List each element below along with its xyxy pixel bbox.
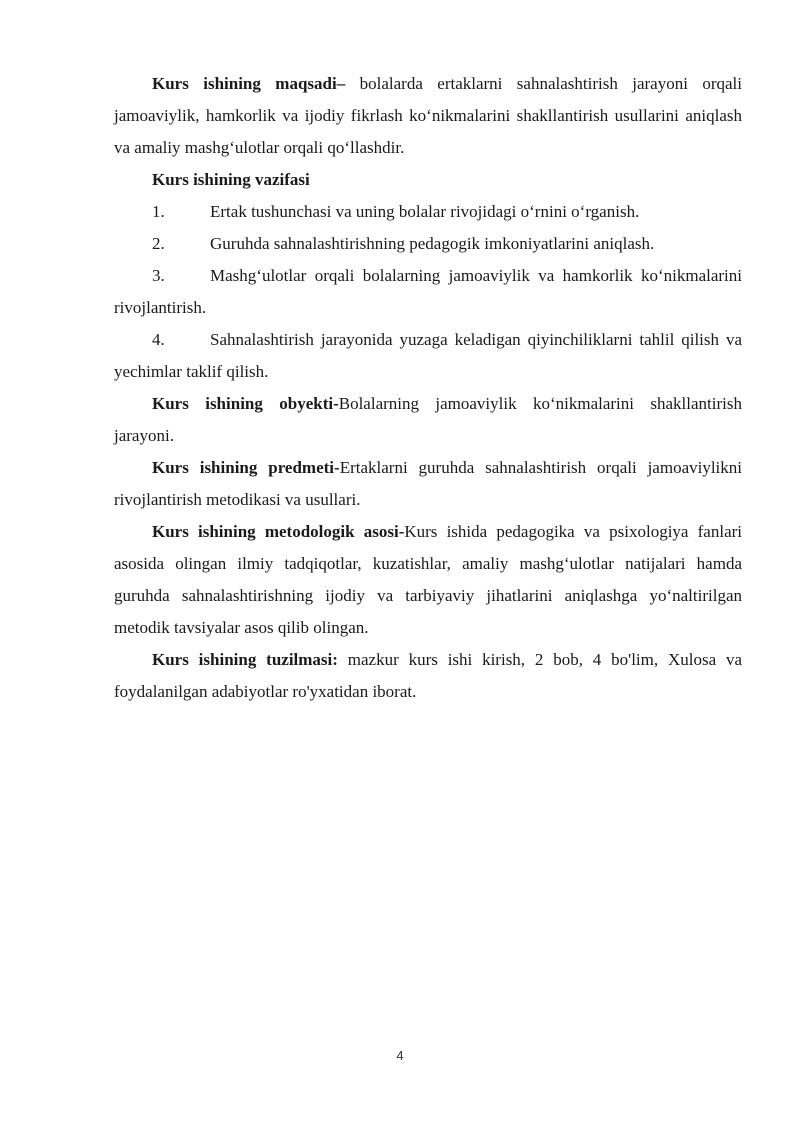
object-label: Kurs ishining obyekti- xyxy=(152,394,339,413)
subject-paragraph xyxy=(114,452,742,516)
structure-label: Kurs ishining tuzilmasi: xyxy=(152,650,338,669)
methodology-paragraph xyxy=(114,516,742,644)
task-number-2: 2. xyxy=(152,234,165,253)
task-text-3: Mashg‘ulotlar orqali bolalarning jamoaviylik va hamkorlik ko‘nikmalarini rivojlantirish. xyxy=(114,266,742,317)
task-text-2: Guruhda sahnalashtirishning pedagogik imkoniyatlarini aniqlash. xyxy=(210,234,655,253)
object-text: Bolalarning jamoaviylik ko‘nikmalarini shakllantirish jarayoni. xyxy=(114,394,742,445)
structure-text: mazkur kurs ishi kirish, 2 bob, 4 bo'lim, Xulosa va foydalanilgan adabiyotlar ro'yxatidan iborat. xyxy=(114,650,742,701)
task-text-1: Ertak tushunchasi va uning bolalar rivojidagi o‘rnini o‘rganish. xyxy=(210,202,640,221)
subject-text: Ertaklarni guruhda sahnalashtirish orqali jamoaviylikni rivojlantirish metodikasi va usullari. xyxy=(114,458,743,509)
task-number-1: 1. xyxy=(152,202,165,221)
document-page xyxy=(114,68,742,708)
task-item-3 xyxy=(114,260,742,324)
task-number-3: 3. xyxy=(152,266,165,285)
task-number-4: 4. xyxy=(152,330,165,349)
task-text-4: Sahnalashtirish jarayonida yuzaga keladigan qiyinchiliklarni tahlil qilish va yechimlar taklif qilish. xyxy=(114,330,742,381)
task-item-2 xyxy=(114,228,742,260)
tasks-heading: Kurs ishining vazifasi xyxy=(152,170,310,189)
goal-text: bolalarda ertaklarni sahnalashtirish jarayoni orqali jamoaviylik, hamkorlik va ijodiy fikrlash ko‘nikmalarini shakllantirish usullarini aniqlash va amaliy mashg‘ulotlar orqali qo‘llashdir. xyxy=(114,74,742,157)
goal-paragraph xyxy=(114,68,742,164)
task-item-1 xyxy=(114,196,742,228)
page-number: 4 xyxy=(396,1048,404,1063)
methodology-text: Kurs ishida pedagogika va psixologiya fanlari asosida olingan ilmiy tadqiqotlar, kuzatishlar, amaliy mashg‘ulotlar natijalari hamda guruhda sahnalashtirishning ijodiy va tarbiyaviy jihatlarini aniqlashga yo‘naltirilgan metodik tavsiyalar asos qilib olingan. xyxy=(114,522,742,637)
structure-paragraph xyxy=(114,644,742,708)
methodology-label: Kurs ishining metodologik asosi- xyxy=(152,522,405,541)
object-paragraph xyxy=(114,388,742,452)
goal-label: Kurs ishining maqsadi– xyxy=(152,74,346,93)
subject-label: Kurs ishining predmeti- xyxy=(152,458,340,477)
task-item-4 xyxy=(114,324,742,388)
